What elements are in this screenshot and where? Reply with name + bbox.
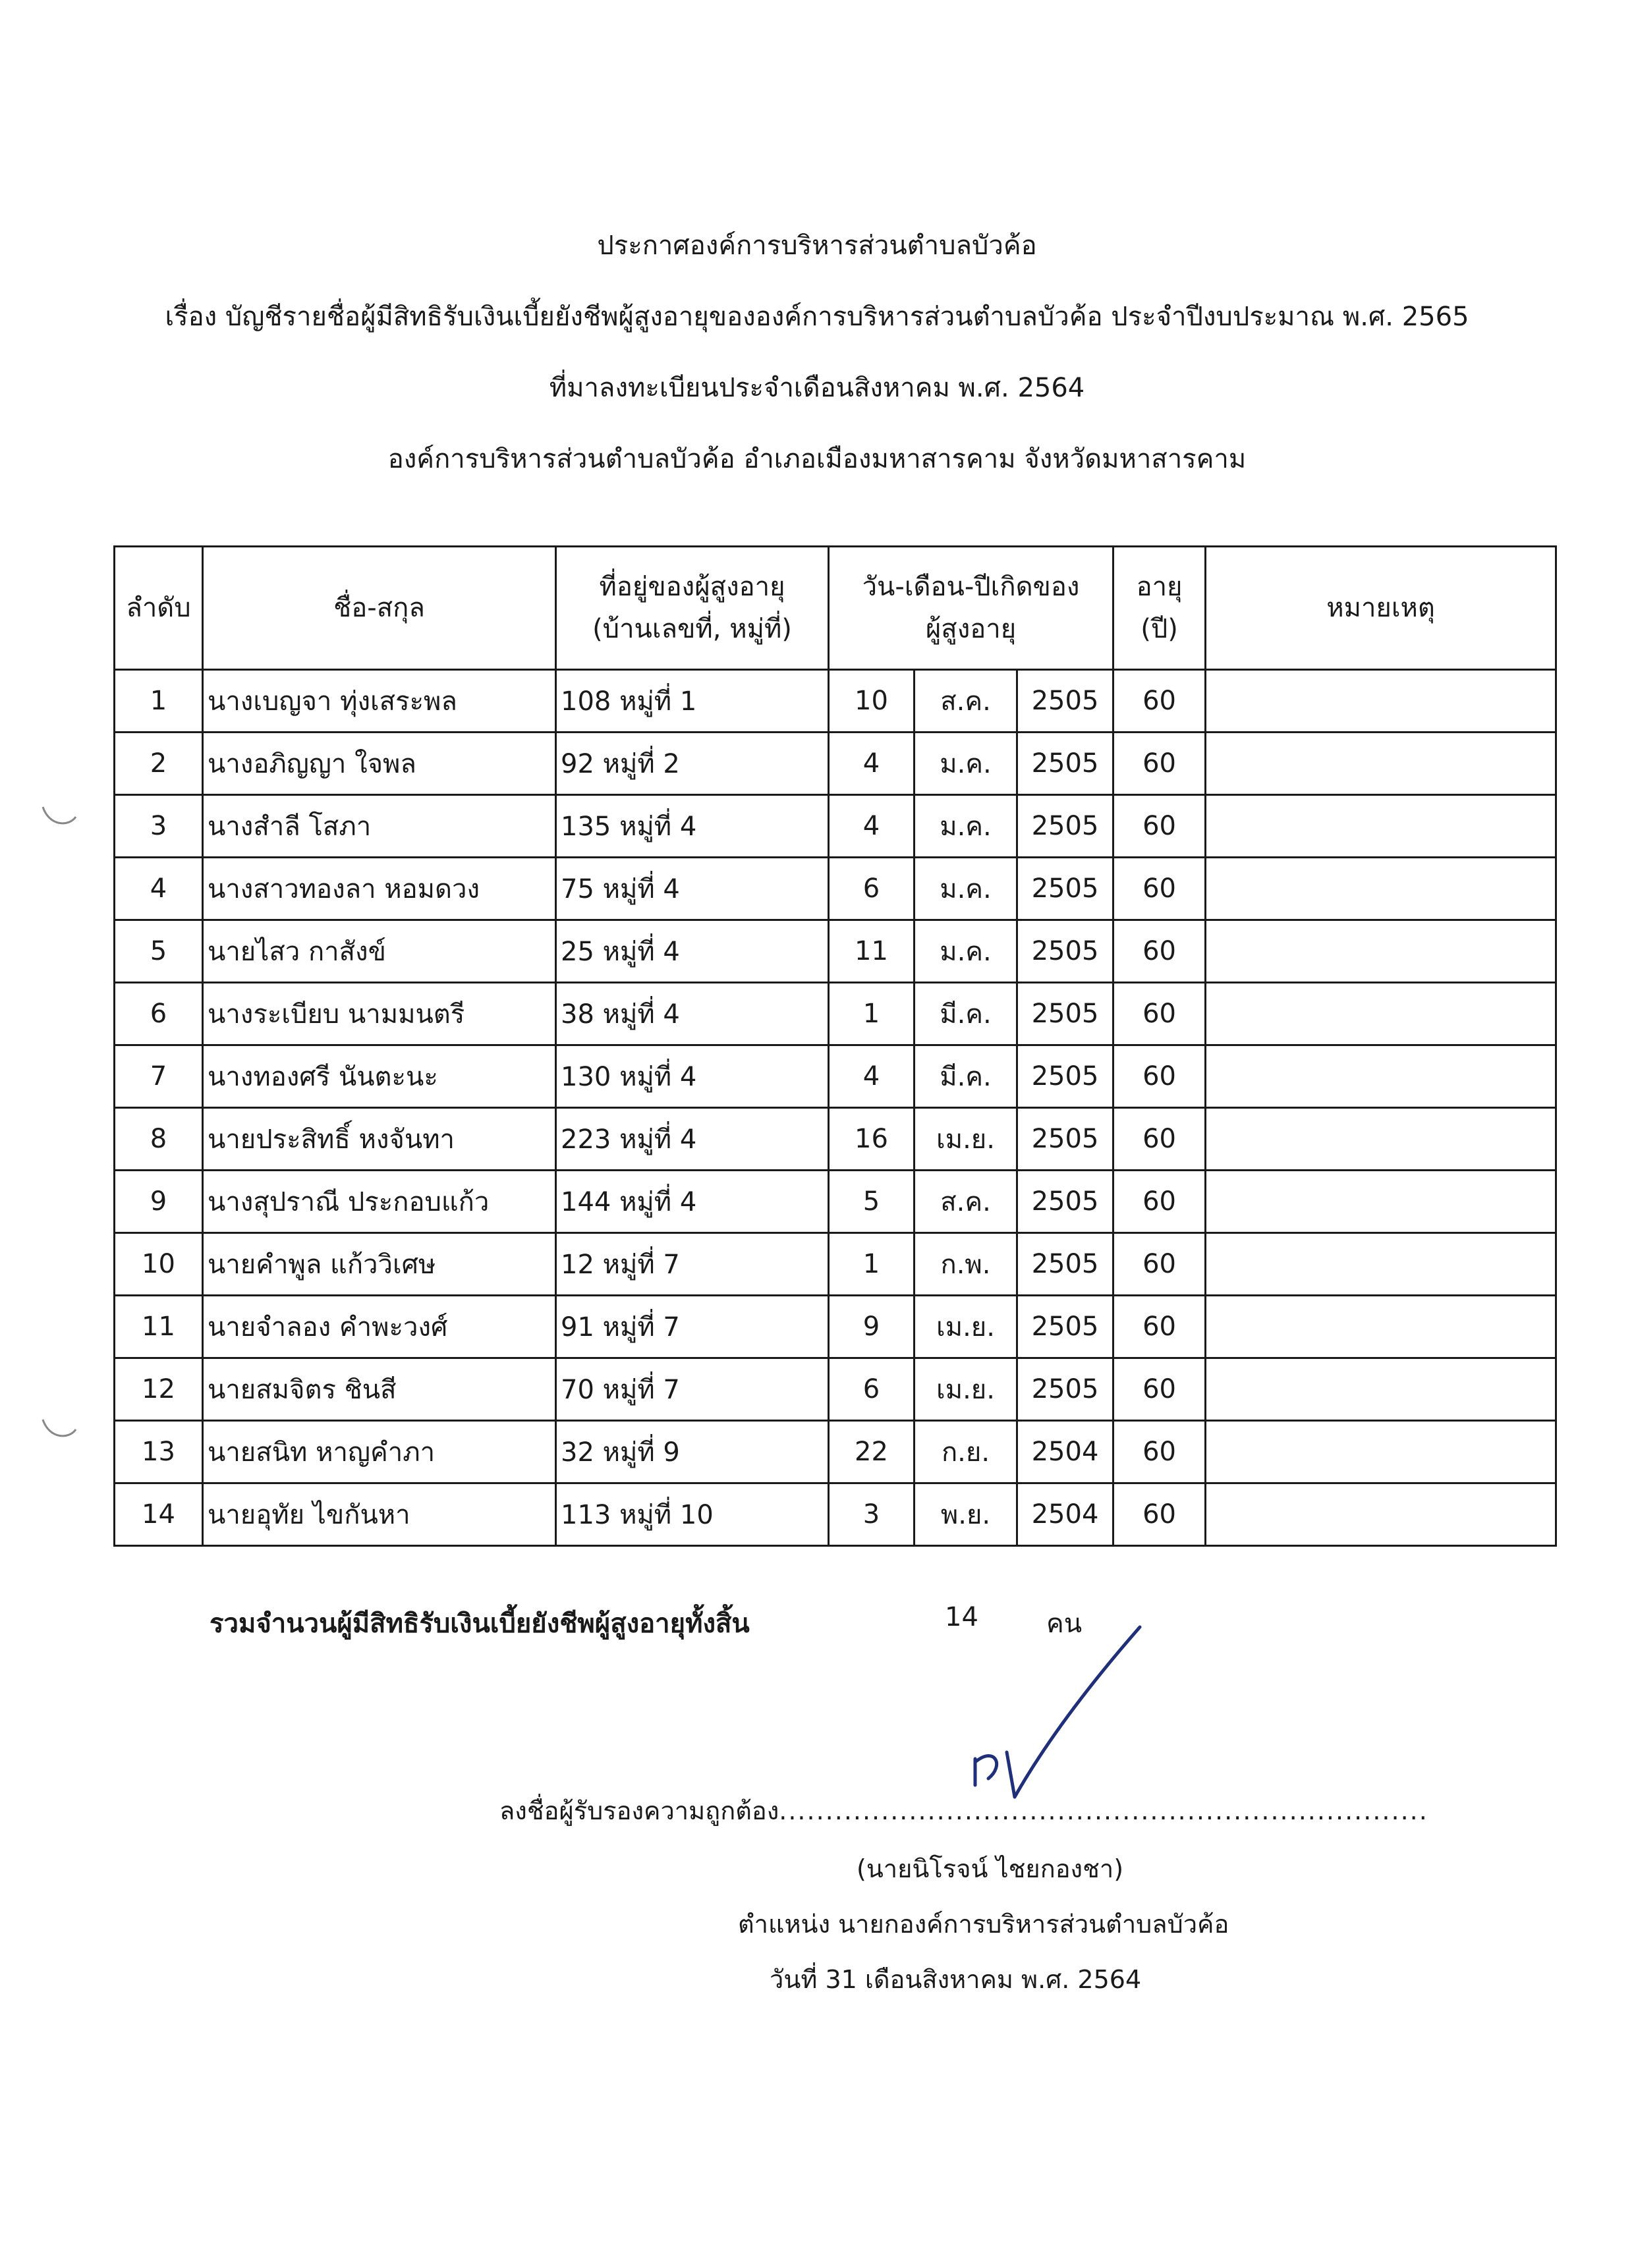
cell-remark: [1206, 795, 1556, 858]
cell-name: นายสนิท หาญคำภา: [203, 1421, 556, 1483]
cell-no: 9: [115, 1171, 203, 1233]
cell-remark: [1206, 670, 1556, 733]
header-age: [1113, 547, 1206, 670]
table-row: [115, 1108, 1556, 1171]
cell-birth-month: เม.ย.: [915, 1296, 1017, 1358]
signer-position: ตำแหน่ง นายกองค์การบริหารส่วนตำบลบัวค้อ: [738, 1910, 1229, 1939]
cell-birth-year: 2505: [1017, 1233, 1113, 1296]
cell-birth-day: 6: [829, 1358, 915, 1421]
signer-name: (นายนิโรจน์ ไชยกองชา): [857, 1854, 1124, 1883]
cell-birth-year: 2505: [1017, 733, 1113, 795]
cell-name: นางสำลี โสภา: [203, 795, 556, 858]
cell-birth-year: 2505: [1017, 1045, 1113, 1108]
cell-age: 60: [1113, 670, 1206, 733]
cell-birth-month: เม.ย.: [915, 1358, 1017, 1421]
table-row: [115, 1421, 1556, 1483]
cell-name: นางสาวทองลา หอมดวง: [203, 858, 556, 920]
cell-address: 223 หมู่ที่ 4: [556, 1108, 829, 1171]
cell-birth-month: มี.ค.: [915, 983, 1017, 1045]
cell-birth-year: 2505: [1017, 983, 1113, 1045]
cell-name: นางระเบียบ นามมนตรี: [203, 983, 556, 1045]
cell-birth-year: 2505: [1017, 1171, 1113, 1233]
cell-name: นายประสิทธิ์ หงจันทา: [203, 1108, 556, 1171]
cell-birth-year: 2505: [1017, 795, 1113, 858]
cell-remark: [1206, 1171, 1556, 1233]
cell-birth-day: 11: [829, 920, 915, 983]
cell-birth-year: 2505: [1017, 1358, 1113, 1421]
header-address-line1: ที่อยู่ของผู้สูงอายุ: [599, 572, 785, 602]
cell-no: 7: [115, 1045, 203, 1108]
cell-age: 60: [1113, 1045, 1206, 1108]
header-address: [556, 547, 829, 670]
cell-no: 8: [115, 1108, 203, 1171]
total-count: 14: [945, 1602, 978, 1632]
table-row: [115, 983, 1556, 1045]
cell-no: 5: [115, 920, 203, 983]
table-row: [115, 1358, 1556, 1421]
cell-birth-day: 6: [829, 858, 915, 920]
cell-name: นายจำลอง คำพะวงศ์: [203, 1296, 556, 1358]
table-row: [115, 1171, 1556, 1233]
cell-no: 1: [115, 670, 203, 733]
table-header-row: [115, 547, 1556, 670]
cell-remark: [1206, 733, 1556, 795]
cell-birth-month: ก.พ.: [915, 1233, 1017, 1296]
cell-no: 4: [115, 858, 203, 920]
cell-remark: [1206, 1358, 1556, 1421]
cell-birth-day: 1: [829, 983, 915, 1045]
cell-address: 32 หมู่ที่ 9: [556, 1421, 829, 1483]
table-row: [115, 1296, 1556, 1358]
header-age-line2: (ปี): [1141, 614, 1178, 644]
cell-birth-day: 16: [829, 1108, 915, 1171]
cell-birth-day: 4: [829, 1045, 915, 1108]
cell-no: 6: [115, 983, 203, 1045]
cell-remark: [1206, 1421, 1556, 1483]
cell-address: 12 หมู่ที่ 7: [556, 1233, 829, 1296]
cell-age: 60: [1113, 795, 1206, 858]
cell-name: นางอภิญญา ใจพล: [203, 733, 556, 795]
cell-address: 38 หมู่ที่ 4: [556, 983, 829, 1045]
table-row: [115, 1045, 1556, 1108]
cell-remark: [1206, 1045, 1556, 1108]
cell-remark: [1206, 983, 1556, 1045]
cell-age: 60: [1113, 1296, 1206, 1358]
cell-no: 2: [115, 733, 203, 795]
total-label: รวมจำนวนผู้มีสิทธิรับเงินเบี้ยยังชีพผู้สูงอายุทั้งสิ้น: [210, 1609, 750, 1639]
cell-birth-day: 4: [829, 733, 915, 795]
table-row: [115, 920, 1556, 983]
table-row: [115, 733, 1556, 795]
elderly-allowance-table: [113, 545, 1557, 1547]
cell-name: นางเบญจา ทุ่งเสระพล: [203, 670, 556, 733]
cell-age: 60: [1113, 920, 1206, 983]
cell-birth-year: 2505: [1017, 1108, 1113, 1171]
cell-age: 60: [1113, 1108, 1206, 1171]
cell-birth-year: 2504: [1017, 1421, 1113, 1483]
cell-no: 14: [115, 1483, 203, 1546]
announcement-subject: เรื่อง บัญชีรายชื่อผู้มีสิทธิรับเงินเบี้ยยังชีพผู้สูงอายุขององค์การบริหารส่วนตำบลบัวค้อ ประจำปีงบประมาณ พ.ศ. 2565: [165, 302, 1469, 332]
table-row: [115, 1233, 1556, 1296]
cell-age: 60: [1113, 733, 1206, 795]
cell-name: นายคำพูล แก้ววิเศษ: [203, 1233, 556, 1296]
total-unit: คน: [1046, 1609, 1083, 1639]
cell-remark: [1206, 1296, 1556, 1358]
cell-birth-month: พ.ย.: [915, 1483, 1017, 1546]
cell-address: 130 หมู่ที่ 4: [556, 1045, 829, 1108]
cell-birth-month: ม.ค.: [915, 733, 1017, 795]
certify-line: [499, 1790, 1428, 1831]
certify-label: ลงชื่อผู้รับรองความถูกต้อง: [499, 1796, 779, 1825]
cell-remark: [1206, 858, 1556, 920]
cell-birth-day: 4: [829, 795, 915, 858]
table-row: [115, 1483, 1556, 1546]
cell-address: 25 หมู่ที่ 4: [556, 920, 829, 983]
cell-birth-day: 9: [829, 1296, 915, 1358]
cell-birth-day: 3: [829, 1483, 915, 1546]
header-dob-line1: วัน-เดือน-ปีเกิดของ: [862, 572, 1080, 602]
header-no: ลำดับ: [115, 547, 203, 670]
cell-birth-month: ม.ค.: [915, 920, 1017, 983]
handwritten-signature: [949, 1620, 1160, 1818]
cell-name: นายอุทัย ไขกันหา: [203, 1483, 556, 1546]
cell-address: 70 หมู่ที่ 7: [556, 1358, 829, 1421]
header-remark: หมายเหตุ: [1206, 547, 1556, 670]
cell-age: 60: [1113, 1483, 1206, 1546]
cell-remark: [1206, 1233, 1556, 1296]
cell-address: 91 หมู่ที่ 7: [556, 1296, 829, 1358]
cell-age: 60: [1113, 1421, 1206, 1483]
cell-address: 135 หมู่ที่ 4: [556, 795, 829, 858]
cell-birth-year: 2504: [1017, 1483, 1113, 1546]
cell-address: 144 หมู่ที่ 4: [556, 1171, 829, 1233]
cell-remark: [1206, 1483, 1556, 1546]
cell-birth-month: มี.ค.: [915, 1045, 1017, 1108]
cell-no: 13: [115, 1421, 203, 1483]
cell-no: 11: [115, 1296, 203, 1358]
cell-no: 3: [115, 795, 203, 858]
cell-age: 60: [1113, 858, 1206, 920]
cell-address: 113 หมู่ที่ 10: [556, 1483, 829, 1546]
signature-dots: ......................................................................: [779, 1796, 1428, 1825]
cell-remark: [1206, 920, 1556, 983]
punch-hole-mark: [40, 804, 79, 830]
cell-age: 60: [1113, 1171, 1206, 1233]
cell-birth-month: เม.ย.: [915, 1108, 1017, 1171]
header-dob: [829, 547, 1113, 670]
cell-name: นายไสว กาสังข์: [203, 920, 556, 983]
registration-period: ที่มาลงทะเบียนประจำเดือนสิงหาคม พ.ศ. 2564: [549, 373, 1085, 403]
header-dob-line2: ผู้สูงอายุ: [925, 614, 1017, 644]
header-address-line2: (บ้านเลขที่, หมู่ที่): [592, 614, 792, 644]
cell-no: 10: [115, 1233, 203, 1296]
punch-hole-mark: [40, 1416, 79, 1443]
organization-location: องค์การบริหารส่วนตำบลบัวค้อ อำเภอเมืองมหาสารคาม จังหวัดมหาสารคาม: [387, 444, 1247, 474]
cell-birth-month: ส.ค.: [915, 1171, 1017, 1233]
cell-age: 60: [1113, 983, 1206, 1045]
sign-date: วันที่ 31 เดือนสิงหาคม พ.ศ. 2564: [770, 1965, 1142, 1994]
cell-birth-year: 2505: [1017, 1296, 1113, 1358]
cell-birth-month: ส.ค.: [915, 670, 1017, 733]
cell-name: นางสุปราณี ประกอบแก้ว: [203, 1171, 556, 1233]
cell-birth-day: 1: [829, 1233, 915, 1296]
cell-birth-month: ม.ค.: [915, 795, 1017, 858]
cell-address: 92 หมู่ที่ 2: [556, 733, 829, 795]
cell-birth-year: 2505: [1017, 858, 1113, 920]
cell-birth-year: 2505: [1017, 670, 1113, 733]
cell-no: 12: [115, 1358, 203, 1421]
cell-birth-day: 10: [829, 670, 915, 733]
cell-birth-month: ก.ย.: [915, 1421, 1017, 1483]
table-row: [115, 858, 1556, 920]
header-age-line1: อายุ: [1136, 572, 1183, 602]
cell-address: 75 หมู่ที่ 4: [556, 858, 829, 920]
header-name: ชื่อ-สกุล: [203, 547, 556, 670]
cell-address: 108 หมู่ที่ 1: [556, 670, 829, 733]
announcement-title: ประกาศองค์การบริหารส่วนตำบลบัวค้อ: [597, 231, 1037, 261]
cell-name: นายสมจิตร ชินสี: [203, 1358, 556, 1421]
cell-age: 60: [1113, 1358, 1206, 1421]
table-body: [115, 670, 1556, 1546]
cell-birth-day: 5: [829, 1171, 915, 1233]
cell-birth-day: 22: [829, 1421, 915, 1483]
cell-birth-month: ม.ค.: [915, 858, 1017, 920]
cell-remark: [1206, 1108, 1556, 1171]
cell-age: 60: [1113, 1233, 1206, 1296]
table-row: [115, 795, 1556, 858]
table-row: [115, 670, 1556, 733]
cell-birth-year: 2505: [1017, 920, 1113, 983]
cell-name: นางทองศรี นันตะนะ: [203, 1045, 556, 1108]
